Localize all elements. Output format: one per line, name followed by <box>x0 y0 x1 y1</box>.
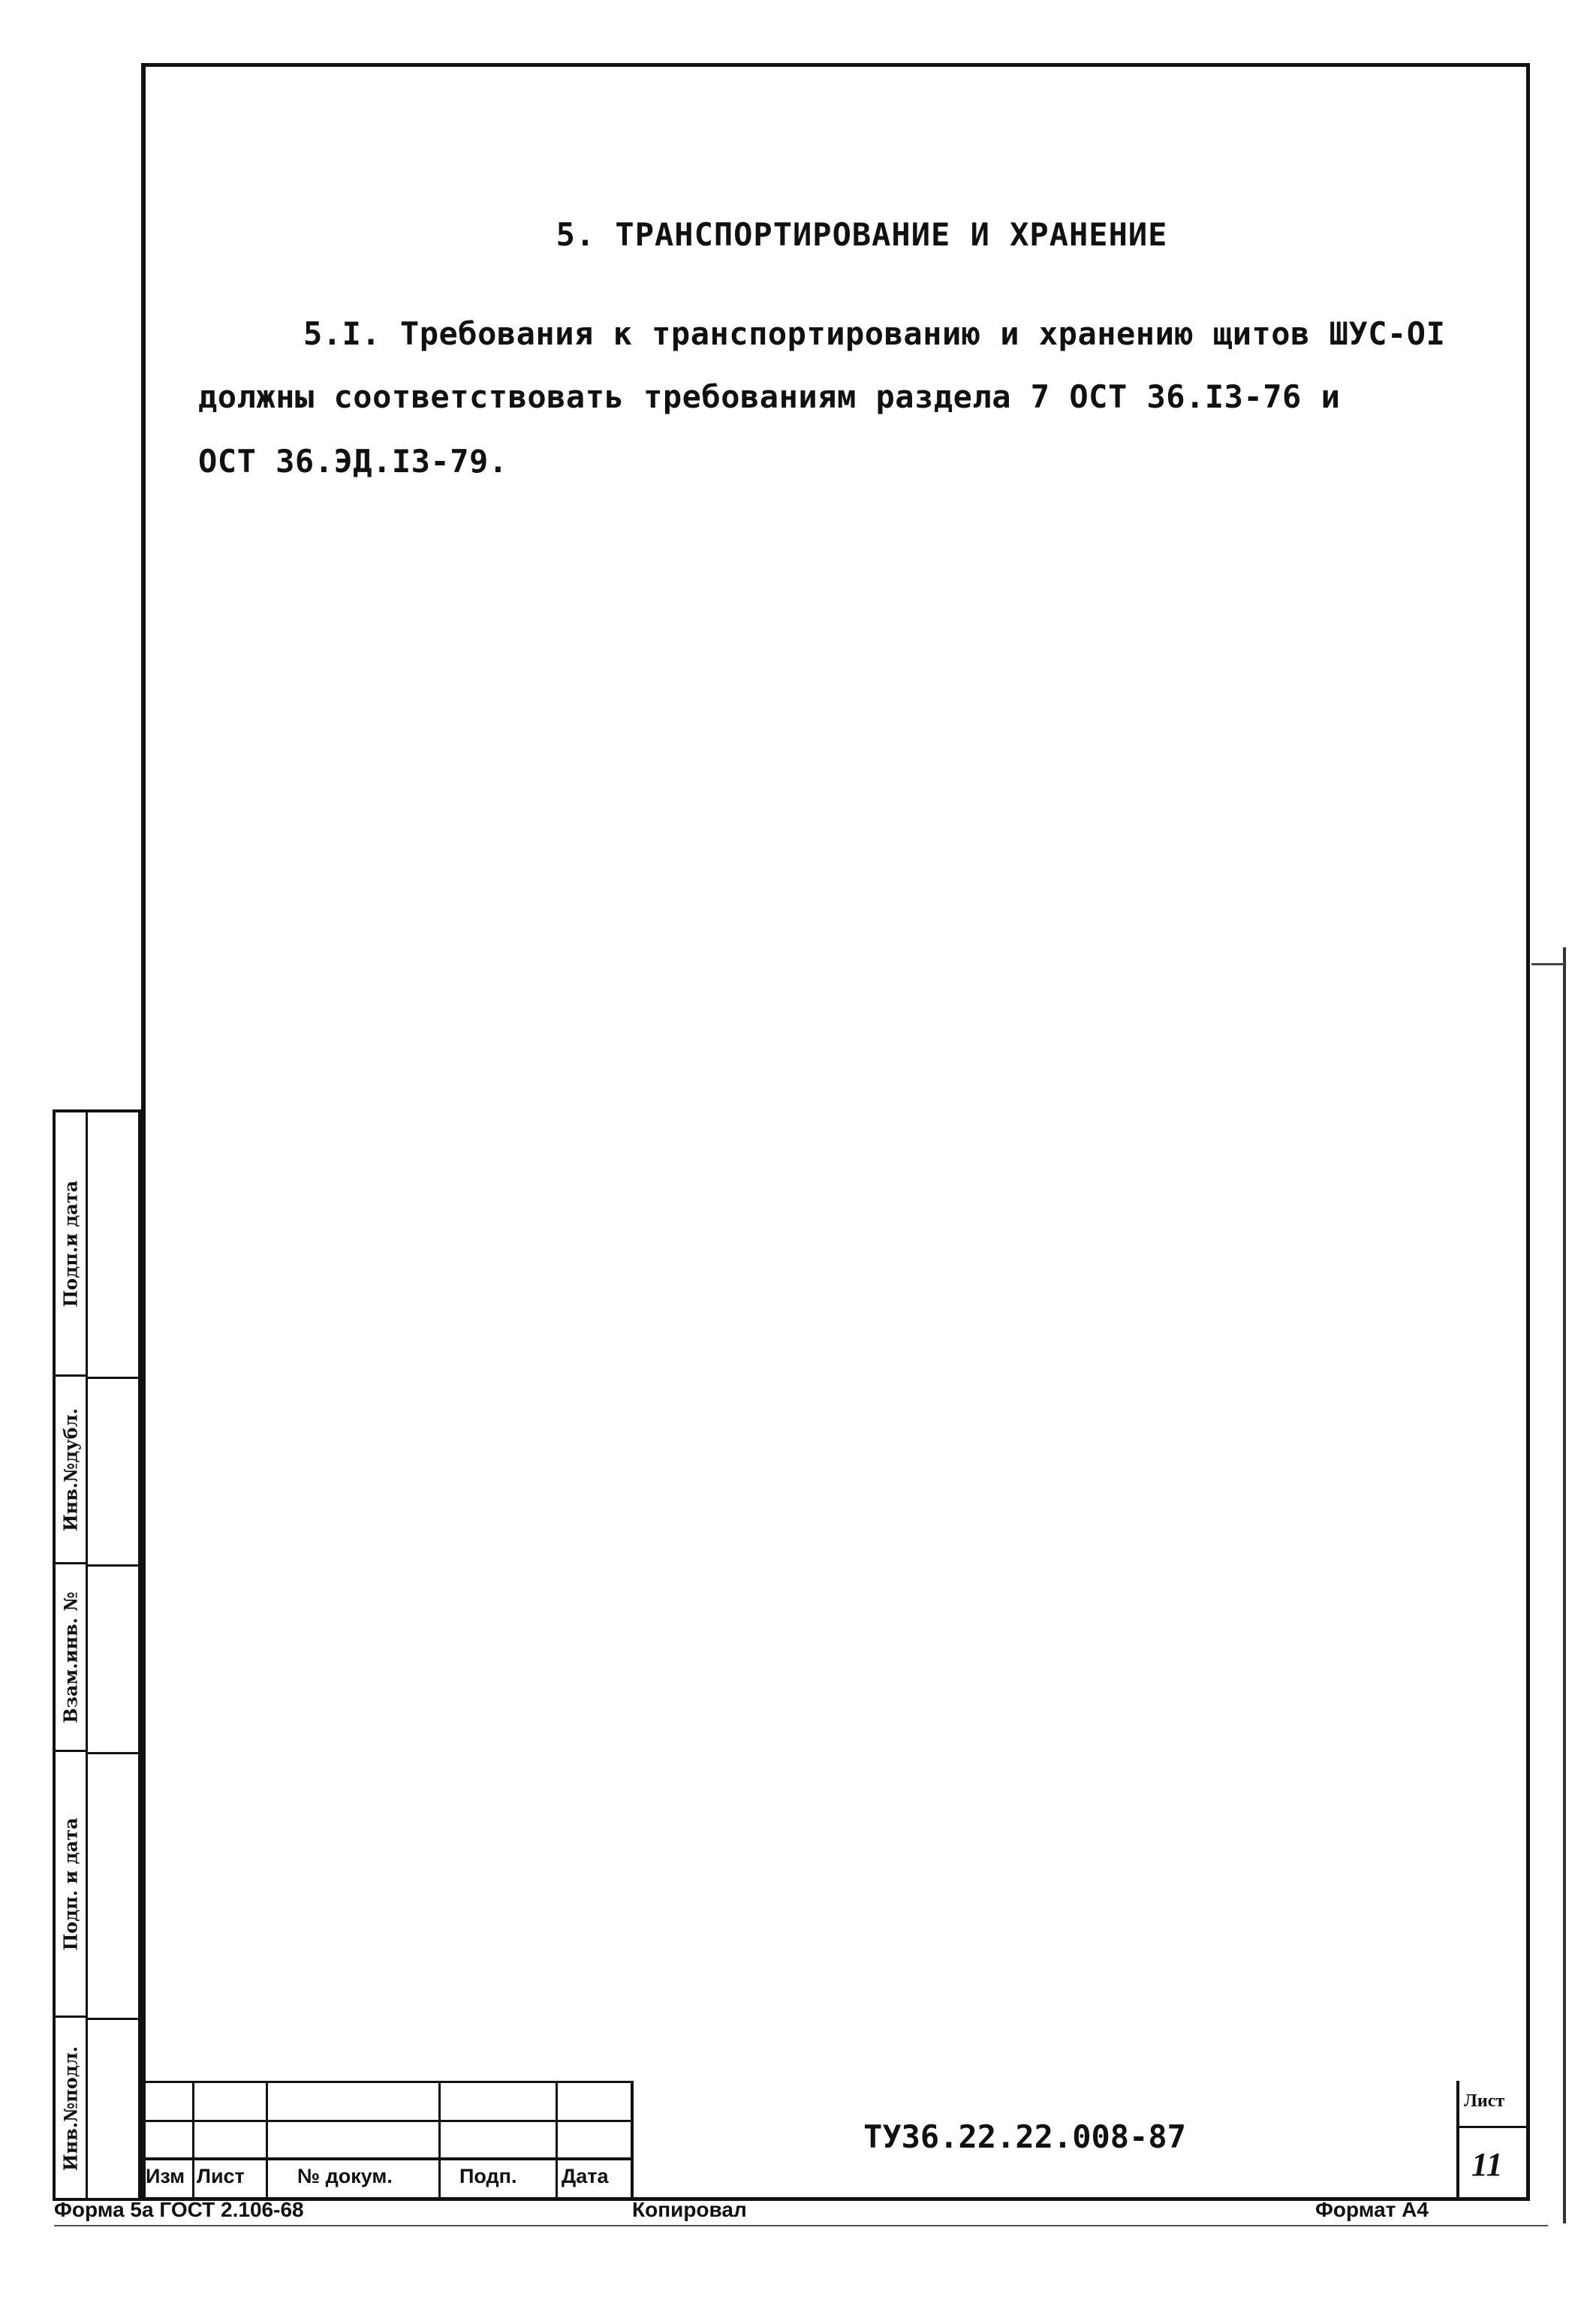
side-label-sign-date-1: Подп.и дата <box>59 1180 82 1307</box>
side-cell-sign-date-1 <box>56 1112 86 1377</box>
side-stamp-divider <box>86 1112 88 2198</box>
tb-header-doc-no: № докум. <box>297 2165 393 2187</box>
tb-col-line <box>438 2081 441 2201</box>
tb-col-line <box>192 2081 194 2201</box>
paragraph-line-2: должны соответствовать требованиям раздела 7 ОСТ 36.I3-76 и <box>198 378 1341 415</box>
footer-form: Форма 5а ГОСТ 2.106-68 <box>54 2198 304 2221</box>
tb-row-line <box>141 2157 634 2160</box>
section-heading: 5. ТРАНСПОРТИРОВАНИЕ И ХРАНЕНИЕ <box>556 216 1168 253</box>
footer-format: Формат А4 <box>1315 2198 1429 2221</box>
right-edge-tick <box>1531 963 1564 965</box>
paragraph-line-1: 5.I. Требования к транспортированию и хранению щитов ШУС-OI <box>303 315 1446 352</box>
side-cell-sign-date-2 <box>56 1752 86 2018</box>
tb-header-change: Изм <box>146 2165 185 2187</box>
tb-row-line <box>141 2120 634 2122</box>
tb-col-line <box>556 2081 558 2201</box>
tb-header-sheet: Лист <box>197 2165 245 2187</box>
side-label-dup-inv: Инв.№дубл. <box>59 1407 82 1531</box>
tb-header-date: Дата <box>562 2165 609 2187</box>
sheet-number: 11 <box>1471 2146 1503 2183</box>
tb-col-line <box>1456 2081 1459 2201</box>
side-hline <box>86 1752 141 1754</box>
side-label-replace-inv: Взам.инв. № <box>59 1591 82 1723</box>
side-cell-orig-inv <box>56 2018 86 2201</box>
tb-row-line <box>1459 2126 1530 2128</box>
side-cell-replace-inv <box>56 1564 86 1752</box>
side-cell-dup-inv <box>56 1377 86 1564</box>
footer-copied: Копировал <box>632 2198 747 2221</box>
side-label-sign-date-2: Подп. и дата <box>59 1817 82 1951</box>
side-hline <box>86 1377 141 1379</box>
tb-col-line <box>266 2081 268 2201</box>
side-hline <box>86 1564 141 1567</box>
sheet-label: Лист <box>1464 2091 1505 2111</box>
right-edge-line <box>1563 947 1566 2223</box>
document-code: ТУ36.22.22.008-87 <box>863 2118 1186 2155</box>
footer-baseline <box>54 2225 1548 2226</box>
side-hline <box>86 2018 141 2020</box>
tb-col-line <box>141 2081 145 2201</box>
tb-row-line <box>141 2081 634 2083</box>
tb-col-line <box>631 2081 634 2201</box>
side-stamp <box>53 1109 141 2201</box>
tb-header-sign: Подп. <box>459 2165 517 2187</box>
side-label-orig-inv: Инв.№подл. <box>59 2046 82 2171</box>
paragraph-line-3: ОСТ 36.ЭД.I3-79. <box>198 443 508 480</box>
